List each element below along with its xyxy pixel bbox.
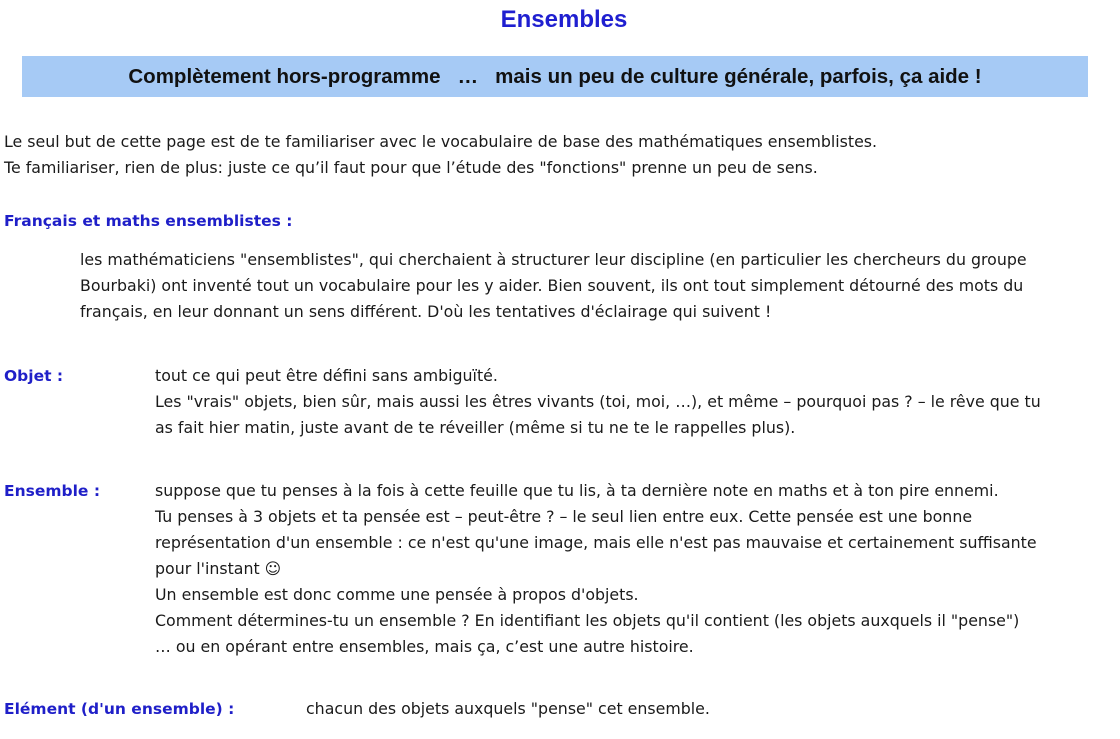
definition-label-ensemble: Ensemble : (4, 482, 101, 500)
paragraph-line: Bourbaki) ont inventé tout un vocabulaire pour les y aider. Bien souvent, ils ont tout simplement détourné des mots du (80, 276, 1024, 295)
paragraph-line: français, en leur donnant un sens différent. D'où les tentatives d'éclairage qui suivent ! (80, 302, 772, 321)
definition-label-element: Elément (d'un ensemble) : (4, 700, 235, 718)
definition-line: suppose que tu penses à la fois à cette feuille que tu lis, à ta dernière note en maths et à ton pire ennemi. (155, 481, 999, 500)
definition-line: pour l'instant ☺ (155, 559, 282, 578)
definition-line: chacun des objets auxquels "pense" cet ensemble. (306, 699, 710, 718)
paragraph-line: les mathématiciens "ensemblistes", qui cherchaient à structurer leur discipline (en particulier les chercheurs du groupe (80, 250, 1027, 269)
banner (22, 56, 1088, 97)
section-francais-body (80, 247, 1027, 325)
definition-label-objet: Objet : (4, 367, 64, 385)
definition-line: … ou en opérant entre ensembles, mais ça, c’est une autre histoire. (155, 637, 694, 656)
section-heading-francais: Français et maths ensemblistes : (4, 212, 293, 230)
definition-line: Comment détermines-tu un ensemble ? En identifiant les objets qu'il contient (les objets auxquels il "pense") (155, 611, 1020, 630)
definition-line: Un ensemble est donc comme une pensée à propos d'objets. (155, 585, 639, 604)
page-title: Ensembles (500, 6, 628, 33)
definition-body-ensemble (155, 478, 1037, 660)
intro-line: Le seul but de cette page est de te familiariser avec le vocabulaire de base des mathématiques ensemblistes. (4, 132, 878, 151)
definition-body-objet (155, 363, 1041, 441)
definition-body-element (306, 696, 710, 722)
intro-line: Te familiariser, rien de plus: juste ce qu’il faut pour que l’étude des "fonctions" prenne un peu de sens. (4, 158, 818, 177)
intro-paragraph (4, 129, 877, 181)
definition-line: as fait hier matin, juste avant de te réveiller (même si tu ne te le rappelles plus). (155, 418, 796, 437)
definition-line: Les "vrais" objets, bien sûr, mais aussi les êtres vivants (toi, moi, …), et même – pourquoi pas ? – le rêve que tu (155, 392, 1041, 411)
banner-text: Complètement hors-programme … mais un peu de culture générale, parfois, ça aide ! (128, 64, 982, 88)
definition-line: représentation d'un ensemble : ce n'est qu'une image, mais elle n'est pas mauvaise et certainement suffisante (155, 533, 1037, 552)
definition-line: tout ce qui peut être défini sans ambiguïté. (155, 366, 498, 385)
definition-line: Tu penses à 3 objets et ta pensée est – peut-être ? – le seul lien entre eux. Cette pensée est une bonne (155, 507, 973, 526)
